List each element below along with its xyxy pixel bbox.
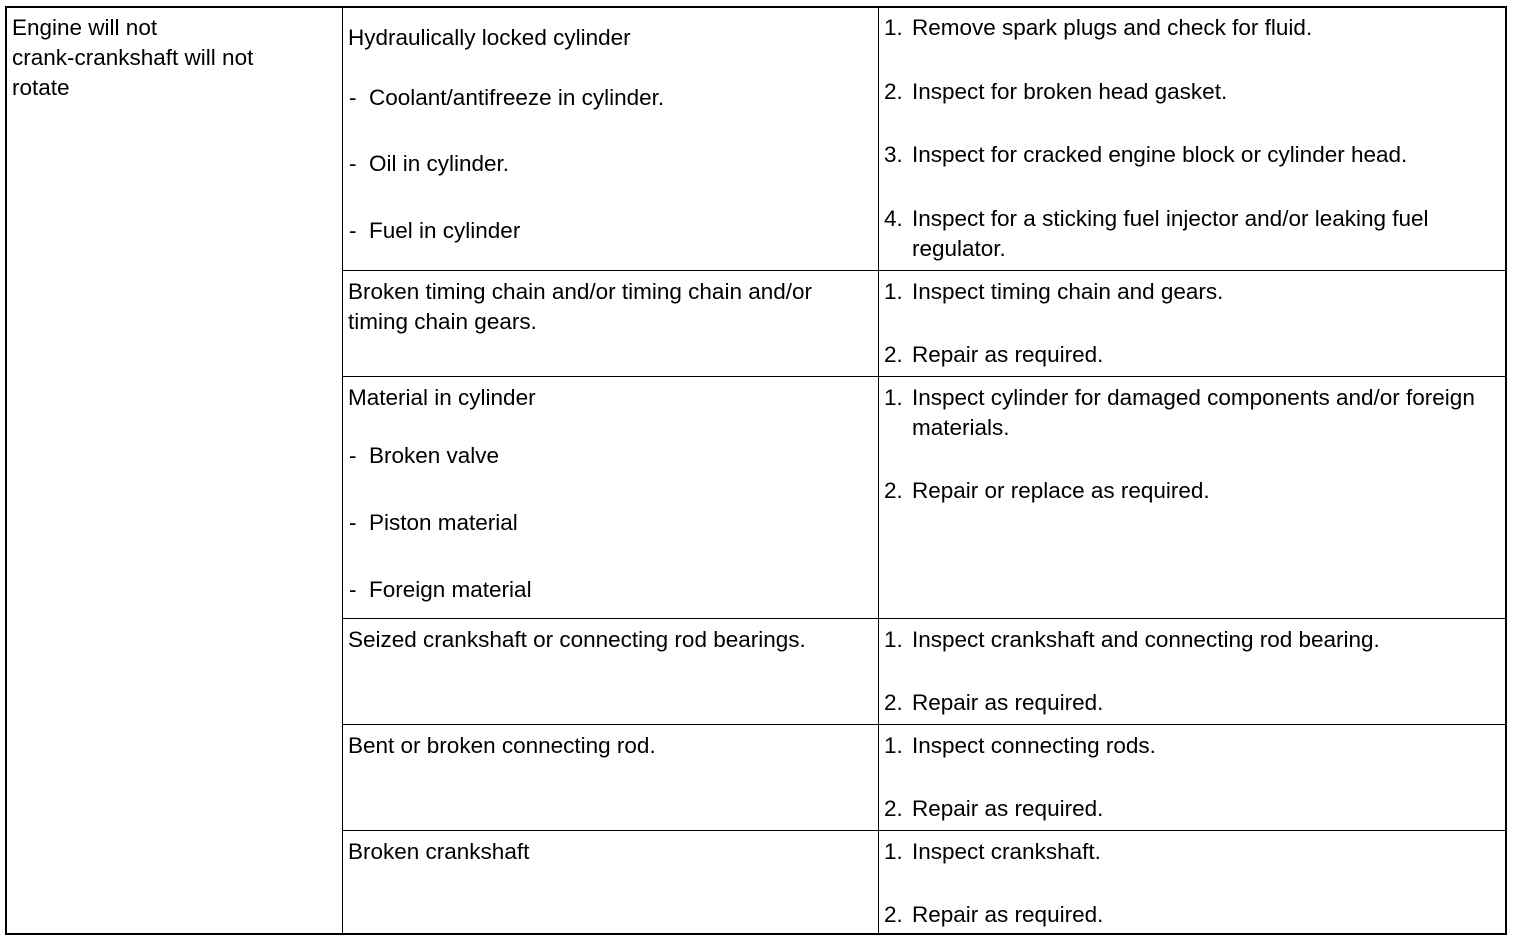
step-text: Inspect crankshaft.: [912, 839, 1101, 864]
cause-cell: Material in cylinder: [348, 385, 536, 410]
step-text: Repair as required.: [912, 342, 1104, 367]
step-number: 2.: [884, 796, 903, 821]
step-number: 1.: [884, 279, 903, 304]
diagnosis-table: [5, 6, 1507, 935]
row-divider: [342, 618, 1505, 619]
step-text: Inspect connecting rods.: [912, 733, 1156, 758]
symptom-cell: Engine will not crank-crankshaft will not rotate: [12, 15, 254, 100]
remedy-step: [884, 476, 1504, 506]
step-number: 4.: [884, 206, 903, 231]
row-divider: [342, 270, 1505, 271]
cause-subitem: [349, 441, 499, 471]
step-text: Inspect cylinder for damaged components and/or foreign materials.: [912, 385, 1475, 440]
step-number: 2.: [884, 79, 903, 104]
row-divider: [342, 724, 1505, 725]
column-divider: [878, 8, 879, 933]
remedy-step: [884, 13, 1504, 43]
cause-subitem-text: Piston material: [369, 510, 518, 535]
step-text: Repair as required.: [912, 796, 1104, 821]
step-text: Remove spark plugs and check for fluid.: [912, 15, 1313, 40]
dash-bullet: -: [349, 85, 357, 110]
dash-bullet: -: [349, 443, 357, 468]
remedy-step: [884, 277, 1504, 307]
cause-subitem-text: Fuel in cylinder: [369, 218, 521, 243]
remedy-step: [884, 340, 1504, 370]
step-number: 2.: [884, 690, 903, 715]
cause-subitem: [349, 216, 520, 246]
step-text: Repair as required.: [912, 690, 1104, 715]
remedy-step: [884, 77, 1504, 107]
cause-cell: Bent or broken connecting rod.: [348, 733, 656, 758]
dash-bullet: -: [349, 151, 357, 176]
column-divider: [342, 8, 343, 933]
cause-subitem-text: Oil in cylinder.: [369, 151, 510, 176]
step-number: 1.: [884, 627, 903, 652]
cause-cell: Seized crankshaft or connecting rod bearings.: [348, 627, 806, 652]
step-number: 1.: [884, 839, 903, 864]
cause-subitem: [349, 149, 509, 179]
cause-cell: Broken timing chain and/or timing chain and/or timing chain gears.: [348, 279, 813, 334]
step-text: Inspect crankshaft and connecting rod bearing.: [912, 627, 1380, 652]
step-number: 1.: [884, 385, 903, 410]
row-divider: [342, 376, 1505, 377]
step-number: 2.: [884, 902, 903, 927]
step-number: 2.: [884, 342, 903, 367]
remedy-step: [884, 794, 1504, 824]
remedy-step: [884, 383, 1504, 443]
cause-subitem: [349, 508, 518, 538]
step-text: Repair or replace as required.: [912, 478, 1210, 503]
step-number: 1.: [884, 733, 903, 758]
step-text: Inspect timing chain and gears.: [912, 279, 1224, 304]
step-text: Repair as required.: [912, 902, 1104, 927]
cause-subitem-text: Foreign material: [369, 577, 532, 602]
cause-subitem: [349, 83, 664, 113]
cause-subitem-text: Broken valve: [369, 443, 500, 468]
step-number: 3.: [884, 142, 903, 167]
remedy-step: [884, 900, 1504, 930]
step-number: 1.: [884, 15, 903, 40]
cause-subitem-text: Coolant/antifreeze in cylinder.: [369, 85, 665, 110]
cause-subitem: [349, 575, 532, 605]
remedy-step: [884, 731, 1504, 761]
remedy-step: [884, 204, 1504, 264]
dash-bullet: -: [349, 510, 357, 535]
dash-bullet: -: [349, 218, 357, 243]
dash-bullet: -: [349, 577, 357, 602]
step-number: 2.: [884, 478, 903, 503]
remedy-step: [884, 837, 1504, 867]
step-text: Inspect for a sticking fuel injector and/or leaking fuel regulator.: [912, 206, 1429, 261]
step-text: Inspect for broken head gasket.: [912, 79, 1228, 104]
step-text: Inspect for cracked engine block or cylinder head.: [912, 142, 1408, 167]
remedy-step: [884, 140, 1504, 170]
cause-cell: Hydraulically locked cylinder: [348, 25, 631, 50]
remedy-step: [884, 688, 1504, 718]
cause-cell: Broken crankshaft: [348, 839, 530, 864]
row-divider: [342, 830, 1505, 831]
remedy-step: [884, 625, 1504, 655]
